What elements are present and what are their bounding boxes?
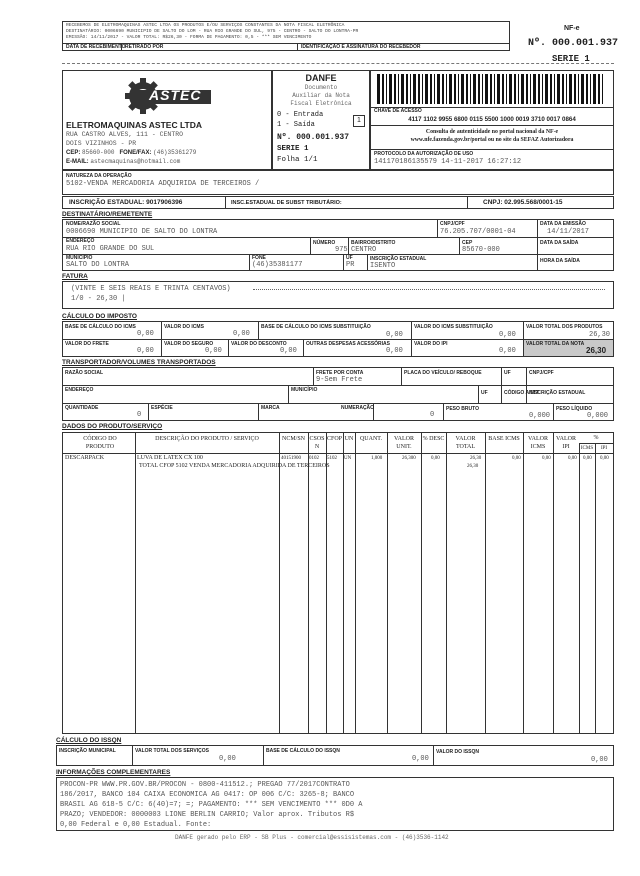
th-pct: % (593, 435, 599, 441)
inscricao-st: INSC.ESTADUAL DE SUBST TRIBUTÁRIO: (231, 200, 342, 206)
emitente-cidade: DOIS VIZINHOS - PR (66, 140, 137, 147)
transp-antt-label: CÓDIGO ANTT (504, 390, 539, 396)
issqn-im-label: INSCRIÇÃO MUNICIPAL (59, 748, 116, 754)
transp-ie-label: INSCRIÇÃO ESTADUAL (529, 390, 586, 396)
barcode-bar (581, 74, 584, 104)
transp-numeracao: 0 (430, 411, 435, 419)
dest-emissao: 14/11/2017 (547, 228, 590, 236)
ipi-label: VALOR DO IPI (414, 341, 448, 347)
barcode-bar (466, 74, 468, 104)
issqn-valor: 0,00 (591, 756, 608, 764)
barcode-bar (554, 74, 555, 104)
transp-frete-label: FRETE POR CONTA (316, 370, 364, 376)
bc-st: 0,00 (386, 331, 403, 339)
barcode-bar (442, 74, 444, 104)
barcode-bar (538, 74, 540, 104)
total-prod: 26,30 (589, 331, 611, 339)
emitente-nome: ELETROMAQUINAS ASTEC LTDA (66, 120, 202, 130)
barcode-bar (514, 74, 516, 104)
item-vtotal: 26,30 (470, 456, 482, 461)
barcode-bar (470, 74, 471, 104)
dest-cep: 85670-000 (462, 246, 500, 254)
item-vipi: 0,00 (568, 456, 577, 461)
barcode-bar (418, 74, 420, 104)
danfe-tipo: 1 (357, 117, 361, 124)
barcode-bar (437, 74, 440, 104)
item-descricao: LUVA DE LATEX CX 100 (137, 455, 203, 461)
item-base: 0,00 (512, 456, 521, 461)
canhoto-nfe-label: NF-e (564, 25, 580, 32)
dest-uf: PR (346, 261, 355, 269)
issqn-servicos-label: VALOR TOTAL DOS SERVIÇOS (135, 748, 209, 754)
icms: 0,00 (233, 330, 250, 338)
barcode-bar (593, 74, 596, 104)
issqn-section-title: CÁLCULO DO ISSQN (56, 737, 122, 744)
icms-st: 0,00 (499, 331, 516, 339)
th-base: BASE ICMS (488, 436, 520, 442)
bc-icms-label: BASE DE CÁLCULO DO ICMS (65, 324, 136, 330)
barcode-bar (586, 74, 588, 104)
th-aicms: ICMS (580, 446, 594, 451)
issqn-valor-label: VALOR DO ISSQN (436, 749, 479, 755)
th-descricao: DESCRIÇÃO DO PRODUTO / SERVIÇO (155, 436, 259, 442)
dest-fone: (46)35381177 (252, 261, 303, 269)
email-label: E-MAIL: (66, 159, 89, 165)
outras-label: OUTRAS DESPESAS ACESSÓRIAS (306, 341, 390, 347)
canhoto-cut-line (62, 63, 614, 64)
barcode-bar (461, 74, 464, 104)
compl-linha-3: BRASIL AG 618-5 C/C: 6(40)=7; =; PAGAMENTO: *** SEM VENCIMENTO *** 0D0 A (60, 801, 363, 809)
icms-st-label: VALOR DO ICMS SUBSTITUIÇÃO (414, 324, 493, 330)
th-vicms: VALOR ICMS (528, 436, 548, 450)
total-nota-label: VALOR TOTAL DA NOTA (526, 341, 585, 347)
transp-especie-label: ESPÉCIE (151, 405, 173, 411)
barcode-bar (494, 74, 495, 104)
barcode-bar (545, 74, 548, 104)
barcode-bar (578, 74, 579, 104)
item-ncm: 40151900 (281, 456, 301, 461)
danfe-title: DANFE (305, 73, 337, 83)
fone-label: FONE/FAX: (119, 150, 152, 156)
produtos-section-title: DADOS DO PRODUTO/SERVIÇO (62, 423, 163, 430)
danfe-subtitle-2: Auxiliar da Nota (292, 92, 350, 99)
complementares-section-title: INFORMAÇÕES COMPLEMENTARES (56, 769, 171, 776)
barcode-bar (401, 74, 404, 104)
barcode-bar (425, 74, 428, 104)
transp-peso-bruto: 0,000 (529, 412, 551, 420)
emitente-email: astecmaquinas@hotmail.com (90, 158, 181, 165)
astec-logo (113, 77, 223, 115)
transp-peso-liquido: 0,000 (587, 412, 609, 420)
transp-endereco-label: ENDEREÇO (65, 387, 94, 393)
barcode-bar (413, 74, 416, 104)
barcode-bar (530, 74, 531, 104)
th-quant: QUANT. (359, 436, 383, 442)
imposto-section-title: CÁLCULO DO IMPOSTO (62, 313, 137, 320)
dest-endereco: RUA RIO GRANDE DO SUL (66, 245, 155, 253)
barcode-bar (490, 74, 492, 104)
dest-nome: 0006690 MUNICIPIO DE SALTO DO LONTRA (66, 228, 218, 236)
fatura-dots (253, 289, 605, 290)
transp-razao-label: RAZÃO SOCIAL (65, 370, 104, 376)
dest-municipio-label: MUNICÍPIO (66, 255, 93, 261)
chave-valor: 4117 1102 9955 6800 0115 5500 1000 0019 3710 0017 0864 (408, 116, 576, 123)
th-un: UN (344, 436, 354, 442)
dest-emissao-label: DATA DA EMISSÃO (540, 221, 586, 227)
issqn-servicos: 0,00 (219, 755, 236, 763)
barcode-bar (377, 74, 380, 104)
barcode-bar (382, 74, 384, 104)
danfe-saida: 1 - Saída (277, 121, 315, 129)
barcode-bar (602, 74, 603, 104)
barcode-bar (394, 74, 396, 104)
dest-numero-label: NÚMERO (313, 240, 336, 246)
danfe-tipo-box (353, 115, 365, 127)
item-quant: 1,000 (371, 456, 383, 461)
th-codigo: CÓDIGO DO PRODUTO (83, 436, 117, 450)
th-cfop: CFOP (326, 436, 342, 442)
transportador-section-title: TRANSPORTADOR/VOLUMES TRANSPORTADOS (62, 359, 216, 366)
barcode-bar (485, 74, 488, 104)
barcode-bar (502, 74, 504, 104)
frete-label: VALOR DO FRETE (65, 341, 109, 347)
total-nota: 26,30 (586, 346, 607, 355)
barcode-bar (526, 74, 528, 104)
imposto-box (62, 321, 614, 357)
barcode-bar (454, 74, 456, 104)
th-ncm: NCM/SN (281, 436, 305, 442)
transp-municipio-label: MUNICÍPIO (291, 387, 318, 393)
total-nota-cell (524, 340, 613, 356)
danfe-entrada: 0 - Entrada (277, 111, 324, 119)
item-desc: 0,00 (431, 456, 440, 461)
dest-ie-label: INSCRIÇÃO ESTADUAL (370, 256, 427, 262)
natureza-label: NATUREZA DA OPERAÇÃO (66, 173, 132, 179)
th-vipi: VALOR IPI (556, 436, 576, 450)
complementares-box (56, 777, 614, 831)
emitente-cep-line (66, 149, 196, 156)
dest-cnpj-label: CNPJ/CPF (440, 221, 465, 227)
astec-logo-text: ASTEC (149, 87, 202, 103)
barcode-bar (574, 74, 576, 104)
emitente-email-line (66, 158, 180, 165)
barcode-bar (410, 74, 411, 104)
emitente-cep: 85660-000 (82, 149, 115, 156)
barcode-bar (521, 74, 524, 104)
danfe-numero: Nº. 000.001.937 (277, 133, 350, 142)
dest-hora-label: HORA DA SAÍDA (540, 258, 580, 264)
canhoto-nfe-numero: Nº. 000.001.937 (528, 38, 619, 49)
barcode-bar (386, 74, 387, 104)
barcode-bar (542, 74, 543, 104)
item-aipi: 0,00 (600, 456, 609, 461)
barcode-bar (434, 74, 435, 104)
danfe-subtitle-1: Documento (304, 84, 338, 91)
emitente-box (62, 70, 272, 170)
transportador-box (62, 367, 614, 421)
item-vunit: 26,300 (402, 456, 416, 461)
dest-numero: 975 (335, 246, 348, 254)
dest-cnpj: 76.205.707/0001-04 (440, 228, 516, 236)
barcode-bar (406, 74, 408, 104)
dest-nome-label: NOME/RAZÃO SOCIAL (66, 221, 121, 227)
consulta-1: Consulta de autenticidade no portal nacional da NF-e (425, 129, 559, 135)
data-recebimento-label: DATA DE RECEBIMENTO (66, 44, 126, 50)
dest-bairro-label: BAIRRO/DISTRITO (351, 240, 396, 246)
barcode (375, 74, 609, 104)
canhoto-emissao: EMISSÃO: 14/11/2017 - VALOR TOTAL: R$26,30 - FORMA DE PAGAMENTO: 0,5 - *** SEM VENCIMENTO (66, 35, 312, 40)
transp-numeracao-label: NUMERAÇÃO (341, 405, 375, 411)
barcode-bar (473, 74, 476, 104)
barcode-bar (430, 74, 432, 104)
barcode-bar (398, 74, 399, 104)
transp-marca-label: MARCA (261, 405, 280, 411)
barcode-bar (389, 74, 392, 104)
barcode-bar (590, 74, 591, 104)
item-cfop: 5102 (327, 456, 337, 461)
issqn-box (56, 745, 614, 766)
th-csosn: CSOSN (309, 436, 325, 450)
desconto-label: VALOR DO DESCONTO (231, 341, 287, 347)
barcode-bar (557, 74, 560, 104)
protocolo-label: PROTOCOLO DA AUTORIZAÇÃO DE USO (374, 151, 474, 157)
danfe-box (272, 70, 370, 170)
cep-label: CEP: (66, 150, 81, 156)
compl-linha-5: 0,00 Federal e 0,00 Estadual. Fonte: (60, 821, 212, 829)
item-codigo: DESCARPACK (65, 455, 105, 461)
danfe-subtitle-3: Fiscal Eletrônica (290, 100, 352, 107)
barcode-bar (506, 74, 507, 104)
barcode-bar (458, 74, 459, 104)
dest-saida-label: DATA DA SAÍDA (540, 240, 579, 246)
retirado-label: RETIRADO POR (125, 44, 164, 50)
barcode-bar (566, 74, 567, 104)
barcode-bar (497, 74, 500, 104)
barcode-bar (509, 74, 512, 104)
fatura-linha-1: (VINTE E SEIS REAIS E TRINTA CENTAVOS) (71, 285, 231, 293)
barcode-bar (550, 74, 552, 104)
item-aicms: 0,00 (583, 456, 592, 461)
canhoto-receipt (62, 21, 510, 51)
th-desc: % DESC (422, 436, 445, 442)
seguro-label: VALOR DO SEGURO (164, 341, 214, 347)
th-aipi: IPI (600, 446, 608, 451)
seguro: 0,00 (205, 347, 222, 355)
rodape: DANFE gerado pelo ERP - SB Plus - comercial@essisistemas.com - (46)3536-1142 (175, 834, 449, 841)
consulta-2: www.nfe.fazenda.gov.br/portal ou no site da SEFAZ Autorizadora (410, 137, 574, 143)
barcode-bar (518, 74, 519, 104)
transp-uf-label: UF (504, 370, 511, 376)
item-un: UN (344, 456, 352, 461)
cnpj-emitente: CNPJ: 02.995.568/0001-15 (483, 199, 563, 206)
inscricao-estadual: INSCRIÇÃO ESTADUAL: 9017906396 (69, 199, 183, 206)
icms-label: VALOR DO ICMS (164, 324, 204, 330)
barcode-bar (562, 74, 564, 104)
frete: 0,00 (137, 347, 154, 355)
compl-linha-1: PROCON-PR WWW.PR.GOV.BR/PROCON - 0800-411512.; PREGAO 77/2017CONTRATO (60, 781, 350, 789)
barcode-bar (533, 74, 536, 104)
th-vtotal: VALOR TOTAL (455, 436, 476, 450)
transp-placa-label: PLACA DO VEÍCULO/ REBOQUE (404, 370, 482, 376)
fatura-section-title: FATURA (62, 273, 88, 280)
barcode-bar (449, 74, 452, 104)
canhoto-recibo: RECEBEMOS DE ELETROMAQUINAS ASTEC LTDA OS PRODUTOS E/OU SERVIÇOS CONSTANTES DA NOTA FISCAL ELETRÔNICA (66, 23, 345, 28)
barcode-bar (478, 74, 480, 104)
canhoto-nfe-serie: SERIE 1 (552, 54, 590, 64)
ipi: 0,00 (499, 347, 516, 355)
th-vunit: VALOR UNIT. (394, 436, 414, 450)
transp-uf2-label: UF (481, 390, 488, 396)
transp-frete: 9-Sem Frete (316, 376, 363, 384)
transp-cnpj-label: CNPJ/CPF (529, 370, 554, 376)
dest-cep-label: CEP (462, 240, 473, 246)
total-prod-label: VALOR TOTAL DOS PRODUTOS (526, 324, 603, 330)
dest-uf-label: UF (346, 255, 353, 261)
transp-peso-liquido-label: PESO LÍQUIDO (556, 406, 593, 412)
dest-ie: ISENTO (370, 262, 396, 270)
barcode-bar (446, 74, 447, 104)
total-cfop: TOTAL CFOP 5102 VENDA MERCADORIA ADQUIRIDA DE TERCEIROS (139, 463, 330, 469)
barcode-bar (422, 74, 423, 104)
destinatario-box (62, 219, 614, 271)
natureza-box (62, 170, 614, 195)
transp-quantidade: 0 (137, 411, 142, 419)
bc-icms: 0,00 (137, 330, 154, 338)
transp-peso-bruto-label: PESO BRUTO (446, 406, 479, 412)
danfe-folha: Folha 1/1 (277, 156, 318, 164)
protocolo-valor: 141170186135579 14-11-2017 16:27:12 (374, 158, 522, 166)
fatura-linha-2: 1/0 - 26,30 | (71, 295, 126, 303)
canhoto-destinatario: DESTINATÁRIO: 0006690 MUNICIPIO DE SALTO DO LOM - RUA RIO GRANDE DO SUL, 975 - CENTRO - SALTO DO LONTRA-PR (66, 29, 359, 34)
produtos-table (62, 432, 614, 734)
dest-municipio: SALTO DO LONTRA (66, 261, 130, 269)
dest-fone-label: FONE (252, 255, 266, 261)
emitente-endereco: RUA CASTRO ALVES, 111 - CENTRO (66, 131, 184, 138)
dest-bairro: CENTRO (351, 246, 377, 254)
emitente-fone: (46)35361279 (153, 149, 197, 156)
compl-linha-2: 186/2017, BANCO 104 CAIXA ECONOMICA AG 0417: OP 006 C/C: 3265-8; BANCO (60, 791, 355, 799)
barcode-bar (598, 74, 600, 104)
barcode-bar (482, 74, 483, 104)
total-cfop-valor: 26,30 (467, 464, 479, 469)
issqn-base: 0,00 (412, 755, 429, 763)
canhoto-nfe-box (512, 21, 619, 66)
chave-label: CHAVE DE ACESSO (374, 108, 422, 114)
item-vicms: 0,00 (542, 456, 551, 461)
dest-endereco-label: ENDEREÇO (66, 238, 95, 244)
natureza-valor: 5102-VENDA MERCADORIA ADQUIRIDA DE TERCEIROS / (66, 180, 260, 188)
compl-linha-4: PRAZO; VENDEDOR: 0000003 LIONE BERLIN CARRIO; Valor aprox. Tributos R$ (60, 811, 355, 819)
identificacao-label: IDENTIFICAÇÃO E ASSINATURA DO RECEBEDOR (301, 44, 421, 50)
chave-box (370, 70, 614, 170)
outras: 0,00 (386, 347, 403, 355)
danfe-serie: SERIE 1 (277, 145, 309, 153)
item-csosn: 0102 (309, 456, 319, 461)
inscricoes-box (62, 196, 614, 209)
destinatario-section-title: DESTINATÁRIO/REMETENTE (62, 211, 153, 218)
transp-quantidade-label: QUANTIDADE (65, 405, 99, 411)
desconto: 0,00 (280, 347, 297, 355)
issqn-base-label: BASE DE CÁLCULO DO ISSQN (266, 748, 340, 754)
fatura-box (62, 281, 614, 309)
barcode-bar (569, 74, 572, 104)
bc-st-label: BASE DE CÁLCULO DO ICMS SUBSTITUIÇÃO (261, 324, 371, 330)
